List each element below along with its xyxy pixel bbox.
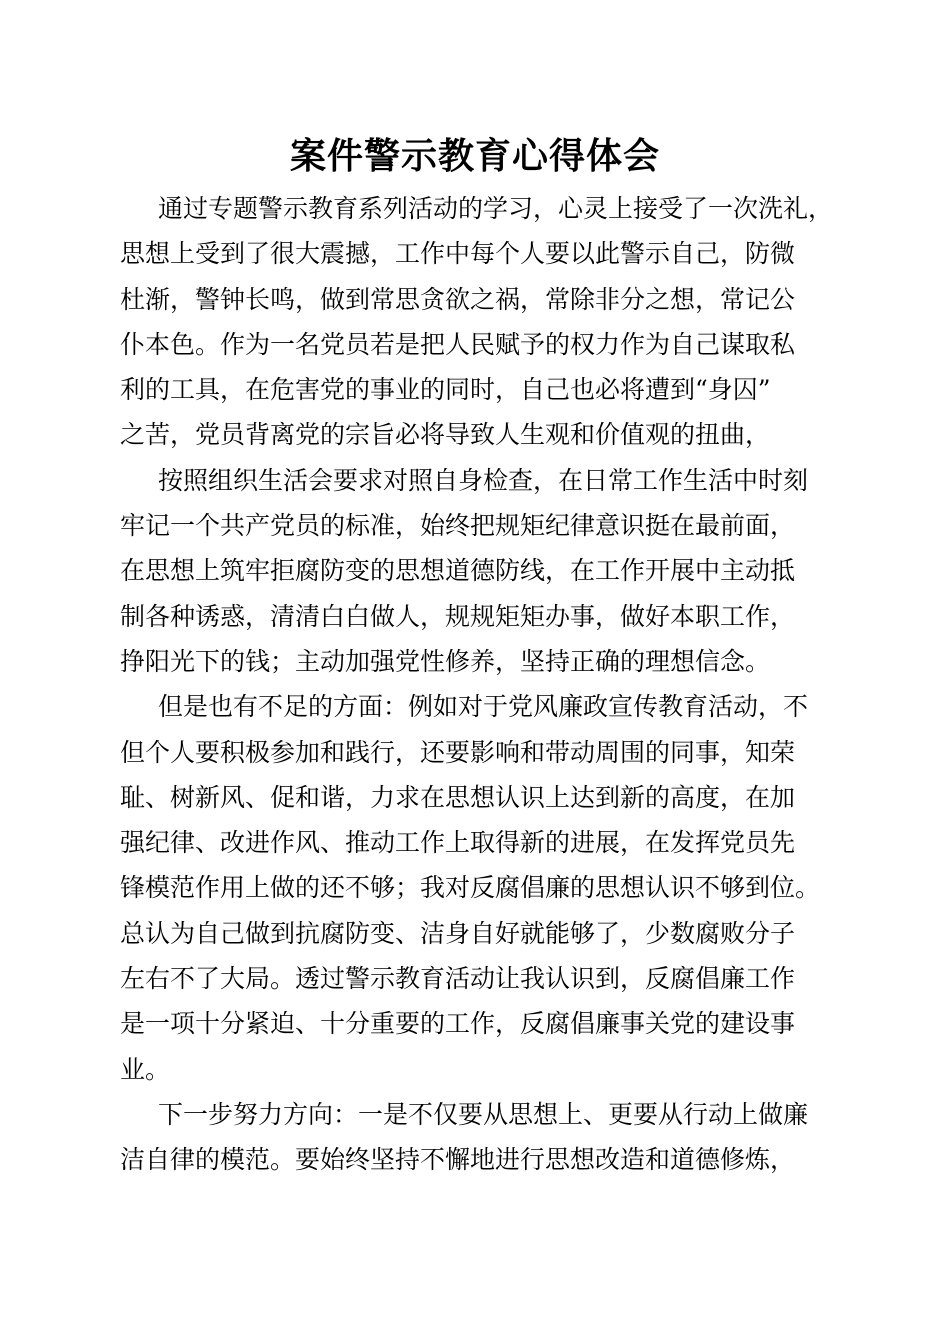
text-line: 总认为自己做到抗腐防变、洁身自好就能够了，少数腐败分子 bbox=[120, 918, 796, 948]
text-line: 锋模范作用上做的还不够；我对反腐倡廉的思想认识不够到位。 bbox=[120, 873, 821, 903]
text-line: 是一项十分紧迫、十分重要的工作，反腐倡廉事关党的建设事 bbox=[120, 1009, 796, 1039]
text-line: 洁自律的模范。要始终坚持不懈地进行思想改造和道德修炼， bbox=[120, 1145, 796, 1175]
text-line: 在思想上筑牢拒腐防变的思想道德防线，在工作开展中主动抵 bbox=[120, 556, 796, 586]
document-title: 案件警示教育心得体会 bbox=[289, 135, 660, 177]
text-line: 下一步努力方向：一是不仅要从思想上、更要从行动上做廉 bbox=[158, 1099, 809, 1129]
text-line: 强纪律、改进作风、推动工作上取得新的进展，在发挥党员先 bbox=[120, 828, 796, 858]
text-line: 左右不了大局。透过警示教育活动让我认识到，反腐倡廉工作 bbox=[120, 964, 796, 994]
text-line: 利的工具，在危害党的事业的同时，自己也必将遭到“身囚” bbox=[120, 375, 771, 405]
text-line: 业。 bbox=[120, 1054, 171, 1084]
text-line: 但是也有不足的方面：例如对于党风廉政宣传教育活动，不 bbox=[158, 692, 809, 722]
paragraph-1 bbox=[120, 186, 840, 458]
paragraph-2 bbox=[120, 458, 840, 684]
text-line: 挣阳光下的钱；主动加强党性修养，坚持正确的理想信念。 bbox=[120, 646, 771, 676]
text-line: 仆本色。作为一名党员若是把人民赋予的权力作为自己谋取私 bbox=[120, 329, 796, 359]
paragraph-3 bbox=[120, 684, 840, 1092]
text-line: 思想上受到了很大震撼，工作中每个人要以此警示自己，防微 bbox=[120, 239, 796, 269]
paragraph-4 bbox=[120, 1092, 840, 1183]
text-line: 牢记一个共产党员的标准，始终把规矩纪律意识挺在最前面， bbox=[120, 511, 796, 541]
document-body bbox=[120, 186, 840, 1183]
text-line: 之苦，党员背离党的宗旨必将导致人生观和价值观的扭曲， bbox=[120, 420, 771, 450]
text-line: 制各种诱惑，清清白白做人，规规矩矩办事，做好本职工作， bbox=[120, 601, 796, 631]
text-line: 杜渐，警钟长鸣，做到常思贪欲之祸，常除非分之想，常记公 bbox=[120, 284, 796, 314]
text-line: 按照组织生活会要求对照自身检查，在日常工作生活中时刻 bbox=[158, 465, 809, 495]
text-line: 耻、树新风、促和谐，力求在思想认识上达到新的高度，在加 bbox=[120, 782, 796, 812]
text-line: 通过专题警示教育系列活动的学习，心灵上接受了一次洗礼， bbox=[158, 194, 834, 223]
text-line: 但个人要积极参加和践行，还要影响和带动周围的同事，知荣 bbox=[120, 737, 796, 767]
